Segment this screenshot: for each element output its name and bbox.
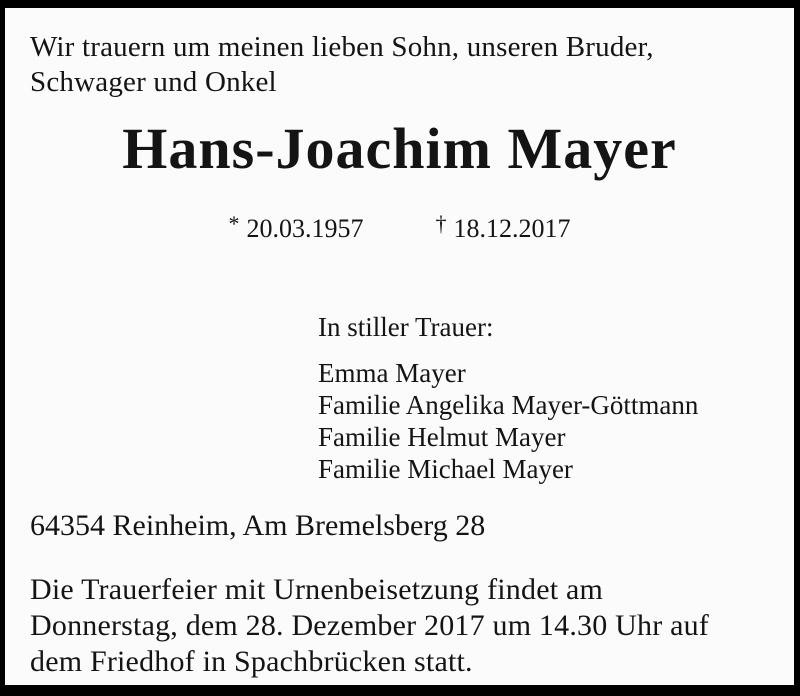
funeral-line-1: Die Trauerfeier mit Urnenbeisetzung findet am [30,573,603,606]
intro-line-2: Schwager und Onkel [30,66,277,98]
mourner-name: Familie Helmut Mayer [318,422,566,452]
funeral-line-3: dem Friedhof in Spachbrücken statt. [30,645,473,678]
death-date [436,208,571,245]
funeral-info [30,572,709,680]
deceased-name: Hans-Joachim Mayer [122,116,677,181]
mourning-heading: In stiller Trauer: [318,312,494,342]
life-dates [5,208,794,245]
birth-date-value: 20.03.1957 [246,214,364,243]
born-asterisk-symbol: * [228,211,240,236]
intro-line-1: Wir trauern um meinen lieben Sohn, unseren Bruder, [30,31,654,63]
intro-text [30,30,654,100]
condolence-block [318,311,698,485]
death-date-value: 18.12.2017 [453,214,571,243]
obituary-card [5,8,794,685]
mourner-name: Emma Mayer [318,358,466,388]
address-line: 64354 Reinheim, Am Bremelsberg 28 [30,509,486,542]
funeral-line-2: Donnerstag, dem 28. Dezember 2017 um 14.30 Uhr auf [30,609,709,642]
mourner-name: Familie Angelika Mayer-Göttmann [318,390,699,420]
dagger-symbol: † [435,211,447,236]
birth-date [229,208,364,245]
mourner-name: Familie Michael Mayer [318,454,573,484]
